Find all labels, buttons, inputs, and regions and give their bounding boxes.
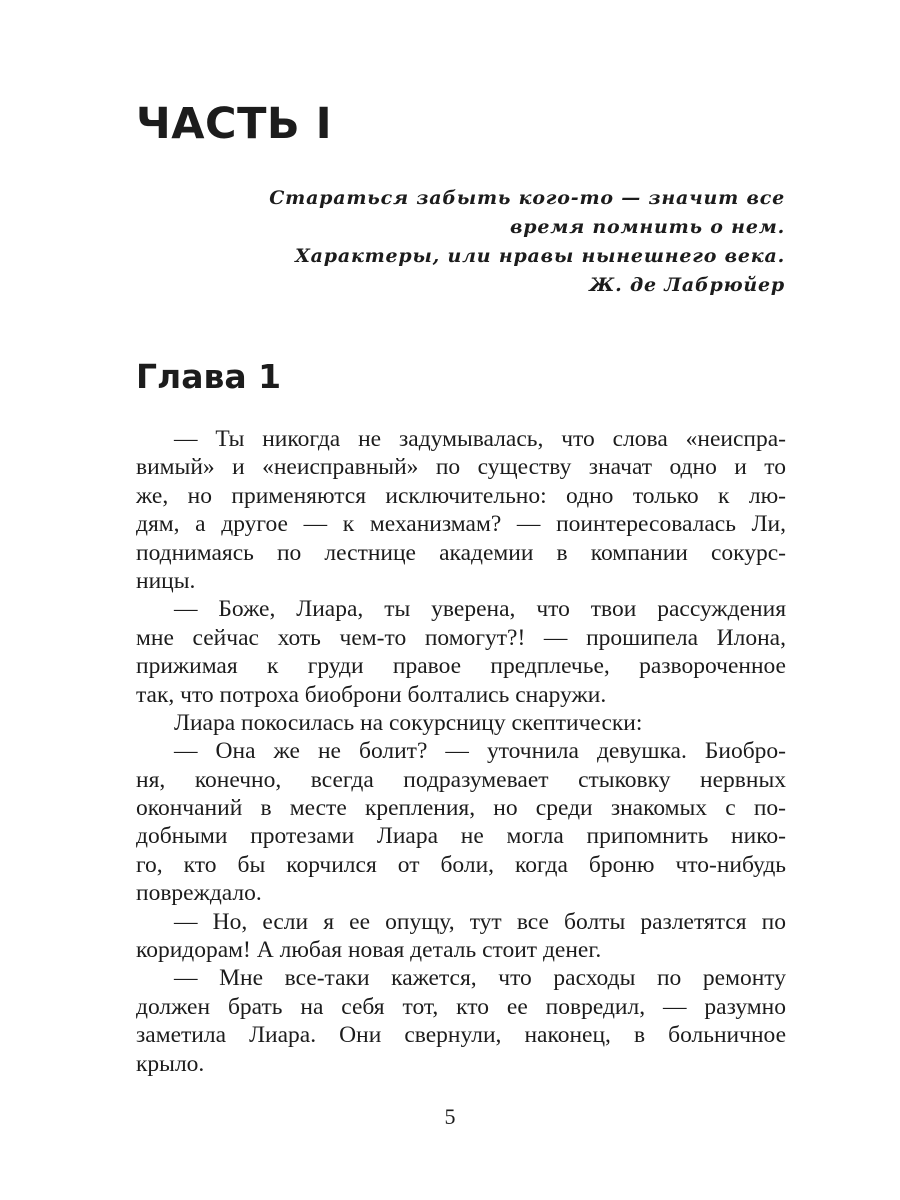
epigraph [185,184,785,300]
text-line: должен брать на себя тот, кто ее повредил, — разумно [136,993,786,1020]
text-line: Лиара покосилась на сокурсницу скептически: [174,709,643,736]
text-line: — Она же не болит? — уточнила девушка. Биобро- [174,738,786,765]
text-line: добными протезами Лиара не могла припомнить нико- [136,823,786,850]
text-line: ня, конечно, всегда подразумевает стыковку нервных [136,766,786,793]
text-line: коридорам! А любая новая деталь стоит денег. [136,937,602,964]
text-line: заметила Лиара. Они свернули, наконец, в больничное [136,1022,786,1049]
epigraph-line: время помнить о нем. [509,216,785,238]
text-line: го, кто бы корчился от боли, когда броню что-нибудь [136,851,786,878]
text-line: мне сейчас хоть чем-то помогут?! — прошипела Илона, [136,624,786,651]
text-line: окончаний в месте крепления, но среди знакомых с по- [136,795,786,822]
text-line: вимый» и «неисправный» по существу значат одно и то [136,454,786,481]
epigraph-author: Ж. де Лабрюйер [589,274,785,296]
text-line: крыло. [136,1050,205,1077]
text-line: — Мне все-таки кажется, что расходы по ремонту [174,965,786,992]
epigraph-source: Характеры, или нравы нынешнего века. [295,245,785,267]
page-number: 5 [444,1104,456,1129]
epigraph-line: Стараться забыть кого-то — значит все [269,187,785,209]
chapter-title: Глава 1 [136,357,282,396]
text-line: ницы. [136,567,196,594]
part-title: ЧАСТЬ I [136,99,333,149]
text-line: поднимаясь по лестнице академии в компании сокурс- [136,539,786,566]
text-line: прижимая к груди правое предплечье, развороченное [136,653,786,680]
text-line: дям, а другое — к механизмам? — поинтересовалась Ли, [136,511,786,538]
text-line: повреждало. [136,880,262,907]
text-line: так, что потроха биоброни болтались снаружи. [136,681,607,708]
text-line: же, но применяются исключительно: одно только к лю- [136,482,786,509]
chapter-text [136,425,786,1078]
text-line: — Но, если я ее опущу, тут все болты разлетятся по [174,908,786,935]
text-line: — Боже, Лиара, ты уверена, что твои рассуждения [174,596,786,623]
text-line: — Ты никогда не задумывалась, что слова «неиспра- [174,426,786,452]
